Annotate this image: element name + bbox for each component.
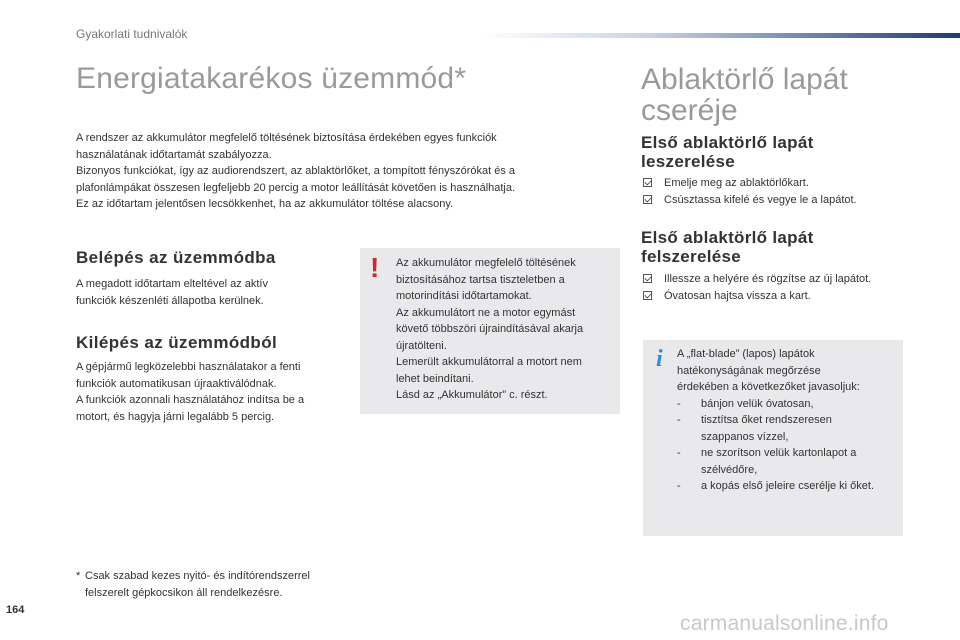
warning-line: követő többszöri újraindításával akarja bbox=[396, 323, 584, 335]
list-item-text: Óvatosan hajtsa vissza a kart. bbox=[664, 289, 811, 302]
warning-text bbox=[396, 255, 616, 404]
install-heading-line: Első ablaktörlő lapát bbox=[641, 228, 814, 247]
checkbox-icon bbox=[643, 291, 652, 300]
info-item-line: szélvédőre, bbox=[701, 463, 758, 476]
enter-mode-line: A megadott időtartam elteltével az aktív bbox=[76, 278, 268, 290]
footnote-line: felszerelt gépkocsikon áll rendelkezésre. bbox=[85, 586, 283, 599]
exit-mode-line: funkciók automatikusan újraaktiválódnak. bbox=[76, 377, 277, 390]
intro-paragraph bbox=[76, 130, 596, 213]
info-item-line: szappanos vízzel, bbox=[701, 430, 789, 443]
checkbox-icon bbox=[643, 274, 652, 283]
warning-line: Lemerült akkumulátorral a motort nem bbox=[396, 356, 582, 368]
list-item bbox=[677, 445, 901, 478]
info-item-line: tisztítsa őket rendszeresen bbox=[701, 414, 832, 426]
watermark: carmanualsonline.info bbox=[680, 612, 889, 635]
warning-line: Az akkumulátor megfelelő töltésének bbox=[396, 257, 576, 269]
remove-heading-line: Első ablaktörlő lapát bbox=[641, 133, 814, 152]
exit-mode-heading: Kilépés az üzemmódból bbox=[76, 333, 278, 352]
install-steps-list bbox=[643, 271, 871, 304]
dash: - bbox=[677, 447, 681, 459]
footnote-line: Csak szabad kezes nyitó- és indítórendszerrel bbox=[85, 570, 310, 582]
install-heading-line: felszerelése bbox=[641, 247, 742, 266]
list-item bbox=[677, 412, 901, 445]
info-icon: i bbox=[656, 346, 663, 372]
list-item bbox=[677, 478, 901, 495]
page-title: Energiatakarékos üzemmód* bbox=[76, 62, 467, 95]
list-item-text: Emelje meg az ablaktörlőkart. bbox=[664, 177, 809, 189]
page-number: 164 bbox=[6, 604, 25, 616]
info-text bbox=[677, 346, 901, 495]
remove-steps-list bbox=[643, 175, 857, 208]
footnote-star: * bbox=[76, 570, 81, 582]
intro-line: használatának időtartamát szabályozza. bbox=[76, 148, 272, 161]
info-line: érdekében a következőket javasoljuk: bbox=[677, 381, 860, 393]
warning-line: biztosításához tartsa tiszteletben a bbox=[396, 273, 565, 286]
enter-mode-heading: Belépés az üzemmódba bbox=[76, 248, 276, 267]
checkbox-icon bbox=[643, 195, 652, 204]
list-item-text: Csúsztassa kifelé és vegye le a lapátot. bbox=[664, 193, 857, 206]
section-header: Gyakorlati tudnivalók bbox=[76, 27, 188, 41]
list-item bbox=[677, 396, 901, 413]
info-box bbox=[643, 340, 903, 536]
intro-line: Ez az időtartam jelentősen lecsökkenhet, ha az akkumulátor töltése alacsony. bbox=[76, 198, 454, 210]
wiper-title-line: cseréje bbox=[641, 94, 738, 127]
warning-icon: ! bbox=[370, 252, 380, 283]
info-line: hatékonyságának megőrzése bbox=[677, 364, 821, 377]
exit-mode-text bbox=[76, 359, 356, 425]
dash: - bbox=[677, 397, 681, 410]
list-item bbox=[643, 271, 871, 288]
install-blade-heading bbox=[641, 228, 814, 266]
warning-line: Lásd az „Akkumulátor” c. részt. bbox=[396, 389, 548, 401]
exit-mode-line: A gépjármű legközelebbi használatakor a fenti bbox=[76, 361, 301, 373]
wiper-title bbox=[641, 64, 848, 126]
warning-line: lehet beindítani. bbox=[396, 372, 474, 385]
exit-mode-line: A funkciók azonnali használatához indítsa be a bbox=[76, 394, 305, 406]
header-gradient-bar bbox=[480, 33, 960, 38]
warning-line: motorindítási időtartamokat. bbox=[396, 290, 532, 302]
remove-heading-line: leszerelése bbox=[641, 152, 736, 171]
warning-line: Az akkumulátort ne a motor egymást bbox=[396, 306, 576, 319]
info-item-line: ne szorítson velük kartonlapot a bbox=[701, 447, 857, 459]
dash: - bbox=[677, 414, 681, 426]
intro-line: plafonlámpákat összesen legfeljebb 20 percig a motor leállítását követően is használhatja. bbox=[76, 181, 516, 194]
list-item bbox=[643, 192, 857, 209]
list-item-text: Illessze a helyére és rögzítse az új lapátot. bbox=[664, 273, 872, 285]
info-line: A „flat-blade” (lapos) lapátok bbox=[677, 348, 815, 360]
enter-mode-text bbox=[76, 276, 346, 309]
enter-mode-line: funkciók készenléti állapotba kerülnek. bbox=[76, 294, 264, 307]
remove-blade-heading bbox=[641, 133, 814, 171]
footnote bbox=[76, 568, 366, 601]
exit-mode-line: motort, és hagyja járni legalább 5 percig. bbox=[76, 410, 275, 423]
dash: - bbox=[677, 480, 681, 492]
info-item-line: a kopás első jeleire cserélje ki őket. bbox=[701, 480, 875, 492]
intro-line: Bizonyos funkciókat, így az audiorendszert, az ablaktörlőket, a tompított fényszórókat és a bbox=[76, 165, 516, 177]
intro-line: A rendszer az akkumulátor megfelelő töltésének biztosítása érdekében egyes funkciók bbox=[76, 132, 497, 144]
list-item bbox=[643, 175, 857, 192]
info-list bbox=[677, 396, 901, 495]
warning-line: újratölteni. bbox=[396, 339, 447, 352]
list-item bbox=[643, 288, 871, 305]
info-item-line: bánjon velük óvatosan, bbox=[701, 397, 814, 410]
checkbox-icon bbox=[643, 178, 652, 187]
warning-box bbox=[360, 248, 620, 414]
wiper-title-line: Ablaktörlő lapát bbox=[641, 63, 848, 96]
